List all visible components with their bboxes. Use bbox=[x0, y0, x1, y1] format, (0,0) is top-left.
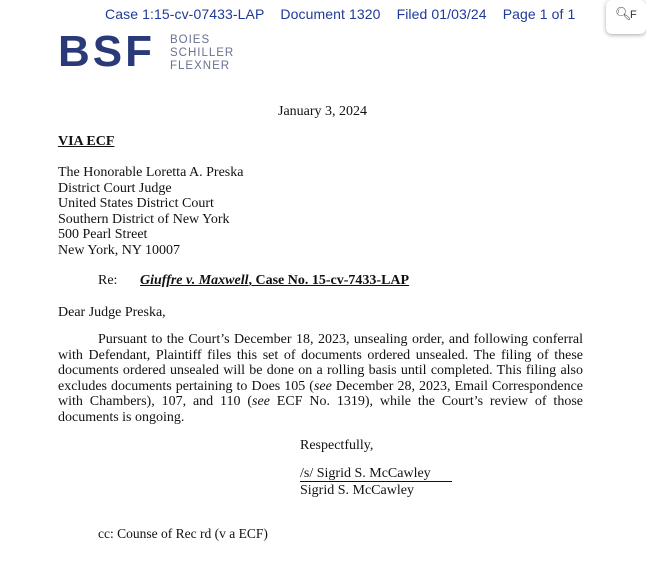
body-see-2: see bbox=[252, 394, 270, 409]
cc-line: cc: Counse of Rec rd (v a ECF) bbox=[98, 526, 268, 541]
re-line bbox=[98, 273, 409, 289]
case-number: Case 1:15-cv-07433-LAP bbox=[105, 6, 265, 22]
recipient-address bbox=[58, 165, 243, 258]
address-line: The Honorable Loretta A. Preska bbox=[58, 165, 244, 180]
search-toolbar-button[interactable] bbox=[606, 0, 646, 34]
closing: Respectfully, bbox=[300, 438, 374, 453]
docket-header bbox=[105, 6, 587, 22]
logo-mark: BSF bbox=[58, 27, 155, 76]
address-line: New York, NY 10007 bbox=[58, 242, 180, 258]
search-icon[interactable]: 🔍︎ bbox=[615, 7, 632, 22]
body-text-3: ECF No. 1319), while the Court’s review of those documents is ongoing. bbox=[58, 394, 583, 425]
document-number: Document 1320 bbox=[280, 6, 381, 22]
body-text-2: December 28, 2023, Email Correspondence with Chambers), 107, and 110 ( bbox=[58, 378, 584, 409]
address-line: Southern District of New York bbox=[58, 211, 230, 227]
logo-firm-name bbox=[170, 34, 234, 73]
electronic-signature: /s/ Sigrid S. McCawley bbox=[300, 467, 452, 482]
case-caption bbox=[140, 273, 409, 288]
address-line: 500 Pearl Street bbox=[58, 227, 148, 242]
toolbar-partial-label: F bbox=[630, 9, 637, 21]
re-label: Re: bbox=[98, 273, 118, 288]
address-line: District Court Judge bbox=[58, 180, 172, 196]
logo-line-3: FLEXNER bbox=[170, 60, 231, 72]
case-parties: Giuffre v. Maxwell bbox=[140, 273, 249, 288]
letter-body bbox=[58, 332, 583, 425]
body-see-1: see bbox=[313, 378, 332, 394]
signer-name: Sigrid S. McCawley bbox=[300, 483, 414, 498]
body-text-1: Pursuant to the Court’s December 18, 2023, unsealing order, and following conferral with Defendant, Plaintiff files this set of documents ordered unsealed. The filing of these documents ordered unsealed will be done on a rolling basis until completed. This filing also excludes documents pertaining to Does 105 ( bbox=[58, 332, 583, 394]
address-line: United States District Court bbox=[58, 196, 214, 211]
logo-line-1: BOIES bbox=[170, 34, 211, 46]
filed-date: Filed 01/03/24 bbox=[396, 6, 487, 22]
logo-line-2: SCHILLER bbox=[170, 47, 235, 59]
page-indicator: Page 1 of 1 bbox=[502, 6, 576, 22]
letter-date: January 3, 2024 bbox=[278, 104, 368, 119]
salutation: Dear Judge Preska, bbox=[58, 305, 166, 320]
delivery-method: VIA ECF bbox=[58, 134, 115, 149]
case-number-ref: , Case No. 15-cv-7433-LAP bbox=[248, 273, 410, 288]
